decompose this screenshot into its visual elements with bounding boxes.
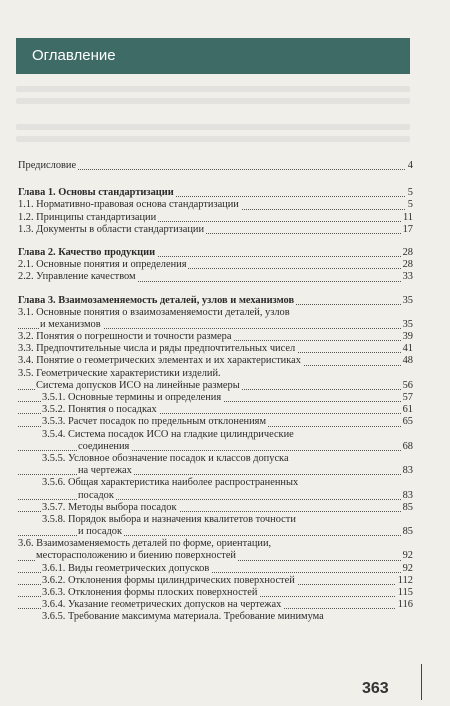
toc-chapter[interactable]	[18, 187, 413, 199]
toc-entry-label: и механизмов	[40, 318, 101, 330]
bleed-through-line	[16, 98, 410, 104]
toc-entry-label: 2.2. Управление качеством	[18, 271, 136, 283]
toc-entry[interactable]	[18, 514, 413, 526]
toc-entry-page: 92	[402, 550, 413, 562]
toc-heading: Оглавление	[16, 38, 410, 74]
toc-entry-label: Глава 1. Основы стандартизации	[18, 187, 174, 199]
toc-entry-label: 3.2. Понятия о погрешности и точности размера	[18, 331, 232, 343]
section-gap	[18, 236, 413, 240]
toc-entry-page: 5	[407, 199, 413, 211]
toc-entry-page: 17	[402, 223, 413, 235]
bleed-through-line	[16, 86, 410, 92]
toc-entry[interactable]	[18, 259, 413, 271]
toc-entry-label: посадок	[78, 489, 114, 501]
toc-entry[interactable]	[18, 526, 413, 538]
toc-entry[interactable]	[18, 563, 413, 575]
toc-entry-page: 5	[407, 187, 413, 199]
toc-entry[interactable]	[18, 355, 413, 367]
toc-entry-label: Глава 3. Взаимозаменяемость деталей, узлов и механизмов	[18, 294, 295, 306]
bleed-through-line	[16, 124, 410, 130]
toc-chapter[interactable]	[18, 247, 413, 259]
toc-entry-label: месторасположению и биению поверхностей	[36, 550, 236, 562]
toc-entry-page: 33	[402, 271, 413, 283]
toc-entry-label: 3.6.4. Указание геометрических допусков на чертежах	[42, 599, 282, 611]
toc-entry-label: 3.5. Геометрические характеристики изделий.	[18, 367, 221, 379]
toc-entry-label: 3.6.2. Отклонения формы цилиндрических поверхностей	[42, 574, 295, 586]
toc-entry-label: Система допусков ИСО на линейные размеры	[36, 379, 240, 391]
toc-entry-label: 3.5.2. Понятия о посадках	[42, 404, 157, 416]
toc-entry-label: 3.6.5. Требование максимума материала. Требование минимума	[42, 611, 324, 623]
toc-entry[interactable]	[18, 416, 413, 428]
section-gap	[18, 176, 413, 180]
toc-entry-page: 112	[397, 574, 413, 586]
toc-entry-page: 61	[402, 404, 413, 416]
toc-entry-label: Предисловие	[18, 160, 77, 171]
toc-entry-label: 3.5.5. Условное обозначение посадок и классов допуска	[42, 452, 289, 464]
toc-entry[interactable]	[18, 380, 413, 392]
toc-entry[interactable]	[18, 368, 413, 380]
toc-entry[interactable]	[18, 453, 413, 465]
toc-entry-page: 92	[402, 562, 413, 574]
toc-entry-page: 4	[407, 160, 413, 171]
bleed-through-line	[16, 136, 410, 142]
toc-entry[interactable]	[18, 224, 413, 236]
toc-entry-label: 3.5.7. Методы выбора посадок	[42, 501, 177, 513]
toc-entry[interactable]	[18, 343, 413, 355]
toc-entry-label: 1.3. Документы в области стандартизации	[18, 223, 205, 235]
toc-entry[interactable]	[18, 392, 413, 404]
toc-entry-page: 35	[402, 318, 413, 330]
toc-entry[interactable]	[18, 404, 413, 416]
toc-entry-page: 57	[402, 392, 413, 403]
toc-entry[interactable]	[18, 611, 413, 623]
toc-entry[interactable]	[18, 160, 413, 172]
toc-entry-page: 85	[402, 501, 413, 513]
toc-entry[interactable]	[18, 441, 413, 453]
toc-entry-page: 115	[397, 587, 413, 598]
toc-entry-label: и посадок	[78, 526, 123, 538]
toc-chapter[interactable]	[18, 295, 413, 307]
toc-entry[interactable]	[18, 490, 413, 502]
toc-entry[interactable]	[18, 271, 413, 283]
toc-entry-page: 11	[402, 211, 413, 223]
toc-entry[interactable]	[18, 199, 413, 211]
toc-entry-label: Глава 2. Качество продукции	[18, 246, 156, 258]
toc-entry[interactable]	[18, 550, 413, 562]
toc-entry[interactable]	[18, 465, 413, 477]
toc-entry-label: 1.2. Принципы стандартизации	[18, 211, 157, 223]
toc-entry-page: 116	[397, 599, 413, 611]
toc-entry-page: 68	[402, 440, 413, 452]
toc-entry-page: 35	[402, 294, 413, 306]
toc-entry[interactable]	[18, 502, 413, 514]
toc-entry-label: 3.5.4. Система посадок ИСО на гладкие цилиндрические	[42, 428, 294, 440]
toc-entry[interactable]	[18, 575, 413, 587]
toc-entry[interactable]	[18, 319, 413, 331]
toc-entry[interactable]	[18, 538, 413, 550]
toc-entry-label: 3.6. Взаимозаменяемость деталей по форме, ориентации,	[18, 538, 272, 550]
toc-entry-page: 48	[402, 355, 413, 367]
toc-entry-page: 28	[402, 246, 413, 258]
toc-entry[interactable]	[18, 587, 413, 599]
page-edge-rule	[421, 664, 422, 700]
toc-entry[interactable]	[18, 331, 413, 343]
toc-entry-label: 2.1. Основные понятия и определения	[18, 259, 187, 271]
page-number: 363	[362, 680, 389, 697]
toc-entry[interactable]	[18, 307, 413, 319]
toc-entry-page: 65	[402, 416, 413, 428]
toc-entry-label: 3.5.6. Общая характеристика наиболее распространенных	[42, 477, 299, 489]
toc-entry-page: 41	[402, 343, 413, 355]
toc-entry-label: соединения	[78, 440, 130, 452]
toc-entry-label: 3.6.1. Виды геометрических допусков	[42, 562, 210, 574]
table-of-contents	[18, 160, 413, 624]
toc-entry-page: 85	[402, 526, 413, 538]
toc-entry-page: 39	[402, 331, 413, 343]
toc-entry-page: 28	[402, 259, 413, 271]
toc-entry-label: 3.5.8. Порядок выбора и назначения квалитетов точности	[42, 513, 296, 525]
toc-entry-page: 83	[402, 489, 413, 501]
section-gap	[18, 284, 413, 288]
toc-entry[interactable]	[18, 212, 413, 224]
toc-entry-label: на чертежах	[78, 465, 132, 477]
toc-entry-label: 1.1. Нормативно-правовая основа стандартизации	[18, 199, 239, 211]
toc-entry[interactable]	[18, 477, 413, 489]
toc-entry-label: 3.1. Основные понятия о взаимозаменяемости деталей, узлов	[18, 306, 290, 318]
toc-entry-label: 3.6.3. Отклонения формы плоских поверхностей	[42, 587, 258, 598]
toc-entry-label: 3.5.1. Основные термины и определения	[42, 392, 222, 403]
toc-entry-page: 56	[402, 379, 413, 391]
toc-entry[interactable]	[18, 599, 413, 611]
toc-entry-label: 3.4. Понятие о геометрических элементах и их характеристиках	[18, 355, 301, 367]
toc-entry[interactable]	[18, 429, 413, 441]
toc-entry-label: 3.3. Предпочтительные числа и ряды предпочтительных чисел	[18, 343, 296, 355]
toc-entry-page: 83	[402, 465, 413, 477]
toc-entry-label: 3.5.3. Расчет посадок по предельным отклонениям	[42, 416, 267, 428]
